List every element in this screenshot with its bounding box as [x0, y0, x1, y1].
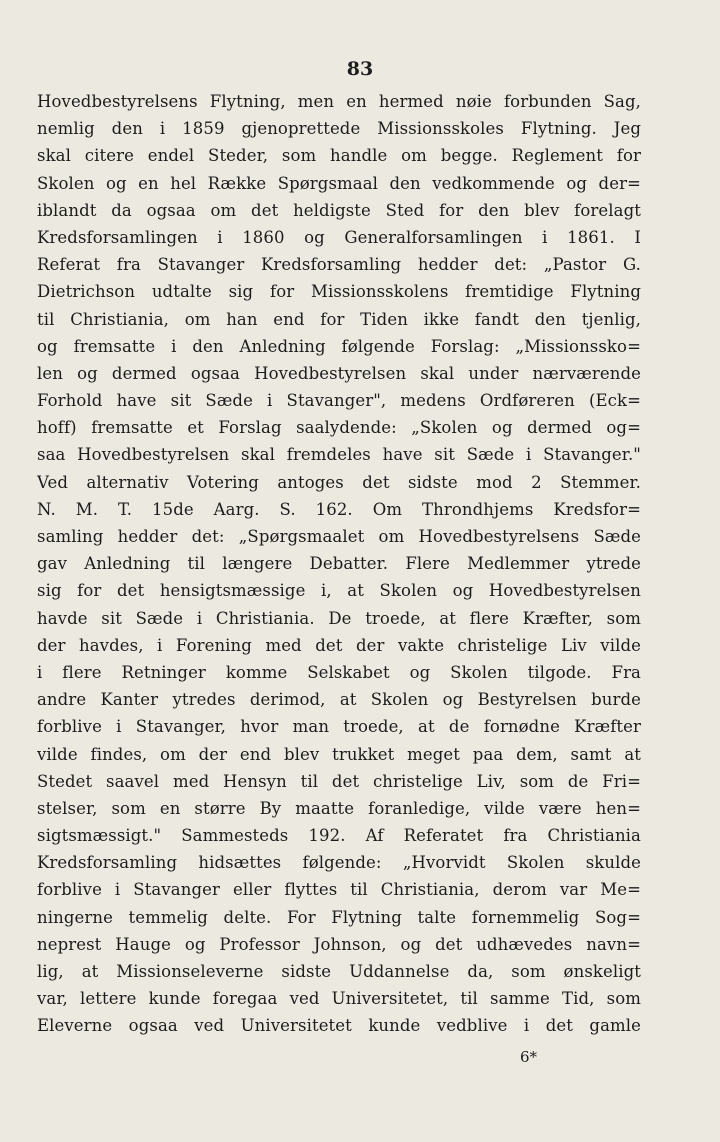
- text-line: stelser, som en større By maatte foranledige, vilde være hen=: [37, 798, 641, 818]
- text-line: Hovedbestyrelsens Flytning, men en hermed nøie forbunden Sag,: [37, 92, 641, 111]
- text-line: neprest Hauge og Professor Johnson, og det udhævedes navn=: [37, 934, 641, 954]
- text-line: skal citere endel Steder, som handle om begge. Reglement for: [37, 146, 641, 166]
- text-line: og fremsatte i den Anledning følgende Forslag: „Missionssko=: [37, 336, 641, 356]
- text-line: Skolen og en hel Række Spørgsmaal den vedkommende og der=: [37, 173, 641, 193]
- text-line: ningerne temmelig delte. For Flytning talte fornemmelig Sog=: [37, 907, 641, 927]
- text-line: lig, at Missionseleverne sidste Uddannelse da, som ønskeligt: [37, 962, 641, 981]
- text-line: samling hedder det: „Spørgsmaalet om Hovedbestyrelsens Sæde: [37, 527, 641, 546]
- text-line: der havdes, i Forening med det der vakte christelige Liv vilde: [37, 635, 641, 655]
- text-line: Kredsforsamling hidsættes følgende: „Hvorvidt Skolen skulde: [37, 853, 641, 873]
- text-line: hoff) fremsatte et Forslag saalydende: „Skolen og dermed og=: [37, 418, 641, 438]
- text-line: forblive i Stavanger, hvor man troede, at de fornødne Kræfter: [37, 717, 641, 737]
- text-line: N. M. T. 15de Aarg. S. 162. Om Throndhjems Kredsfor=: [37, 499, 641, 519]
- text-line: til Christiania, om han end for Tiden ikke fandt den tjenlig,: [37, 309, 641, 329]
- text-line: Dietrichson udtalte sig for Missionsskolens fremtidige Flytning: [37, 282, 641, 302]
- text-line: Ved alternativ Votering antoges det sidste mod 2 Stemmer.: [37, 472, 641, 492]
- text-line: sig for det hensigtsmæssige i, at Skolen og Hovedbestyrelsen: [37, 581, 641, 601]
- text-line: havde sit Sæde i Christiania. De troede, at flere Kræfter, som: [37, 608, 641, 628]
- text-line: i flere Retninger komme Selskabet og Skolen tilgode. Fra: [37, 662, 641, 682]
- text-line: nemlig den i 1859 gjenoprettede Missionsskoles Flytning. Jeg: [37, 119, 641, 139]
- text-line: Eleverne ogsaa ved Universitetet kunde vedblive i det gamle: [37, 1016, 641, 1036]
- text-line: gav Anledning til længere Debatter. Flere Medlemmer ytrede: [37, 554, 641, 574]
- text-line: saa Hovedbestyrelsen skal fremdeles have sit Sæde i Stavanger.": [37, 445, 641, 465]
- text-line: var, lettere kunde foregaa ved Universitetet, til samme Tid, som: [37, 989, 641, 1009]
- body-text: [37, 88, 641, 1040]
- text-line: sigtsmæssigt." Sammesteds 192. Af Referatet fra Christiania: [37, 826, 641, 846]
- text-line: Referat fra Stavanger Kredsforsamling hedder det: „Pastor G.: [37, 255, 641, 275]
- text-line: iblandt da ogsaa om det heldigste Sted for den blev forelagt: [37, 200, 641, 220]
- text-line: Forhold have sit Sæde i Stavanger", medens Ordføreren (Eck=: [37, 391, 641, 411]
- text-line: andre Kanter ytredes derimod, at Skolen og Bestyrelsen burde: [37, 690, 641, 710]
- text-line: forblive i Stavanger eller flyttes til Christiania, derom var Me=: [37, 880, 641, 900]
- page-number: 83: [346, 58, 374, 80]
- text-line: Stedet saavel med Hensyn til det christelige Liv, som de Fri=: [37, 771, 641, 791]
- text-line: vilde findes, om der end blev trukket meget paa dem, samt at: [37, 744, 641, 764]
- printer-signature: 6*: [520, 1048, 538, 1066]
- text-line: len og dermed ogsaa Hovedbestyrelsen skal under nærværende: [37, 363, 641, 383]
- text-line: Kredsforsamlingen i 1860 og Generalforsamlingen i 1861. I: [37, 227, 641, 247]
